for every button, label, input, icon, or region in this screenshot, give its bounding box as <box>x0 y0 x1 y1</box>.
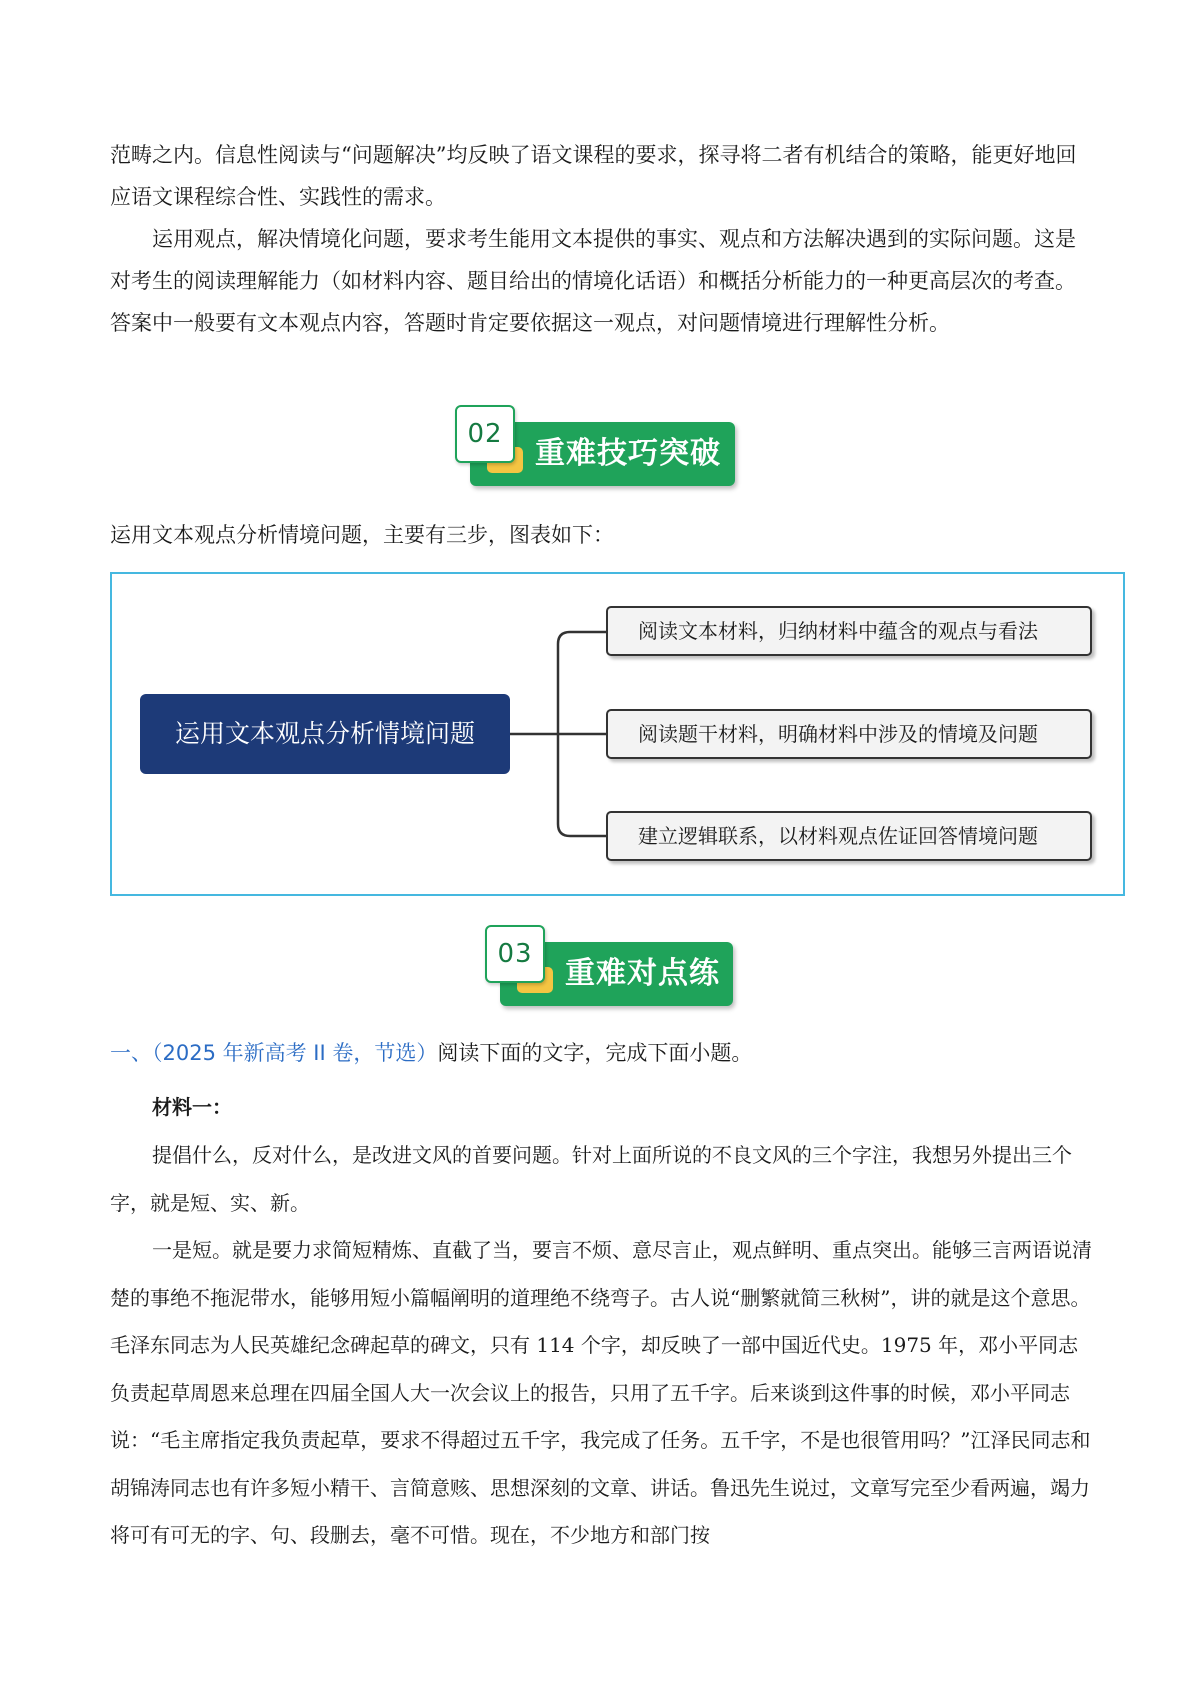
intro-paragraph-1: 范畴之内。信息性阅读与“问题解决”均反映了语文课程的要求，探寻将二者有机结合的策略，能更好地回应语文课程综合性、实践性的需求。 <box>110 143 1077 209</box>
question-source: （2025 年新高考 II 卷，节选） <box>152 1041 438 1065</box>
intro-paragraph-2: 运用观点，解决情境化问题，要求考生能用文本提供的事实、观点和方法解决遇到的实际问题。这是对考生的阅读理解能力（如材料内容、题目给出的情境化话语）和概括分析能力的一种更高层次的考查。答案中一般要有文本观点内容，答题时肯定要依据这一观点，对问题情境进行理解性分析。 <box>110 227 1076 335</box>
diagram-intro: 运用文本观点分析情境问题，主要有三步，图表如下： <box>110 523 614 547</box>
section-title: 重难技巧突破 <box>535 436 721 471</box>
question-prompt: 阅读下面的文字，完成下面小题。 <box>437 1041 753 1065</box>
section-number: 02 <box>455 405 515 463</box>
section-number: 03 <box>485 925 545 983</box>
diagram-step-3: 建立逻辑联系，以材料观点佐证回答情境问题 <box>606 811 1092 861</box>
diagram-main-node: 运用文本观点分析情境问题 <box>140 694 510 774</box>
diagram-step-1: 阅读文本材料，归纳材料中蕴含的观点与看法 <box>606 606 1092 656</box>
material-paragraph-2: 一是短。就是要力求简短精炼、直截了当，要言不烦、意尽言止，观点鲜明、重点突出。能够三言两语说清楚的事绝不拖泥带水，能够用短小篇幅阐明的道理绝不绕弯子。古人说“删繁就简三秋树”，讲的就是这个意思。毛泽东同志为人民英雄纪念碑起草的碑文，只有 114 个字，却反映了一部中国近代史。1975 年，邓小平同志负责起草周恩来总理在四届全国人大一次会议上的报告，只用了五千字。后来谈到这件事的时候，邓小平同志说：“毛主席指定我负责起草，要求不得超过五千字，我完成了任务。五千字，不是也很管用吗？”江泽民同志和胡锦涛同志也有许多短小精干、言简意赅、思想深刻的文章、讲话。鲁迅先生说过，文章写完至少看两遍，竭力将可有可无的字、句、段删去，毫不可惜。现在，不少地方和部门按 <box>110 1238 1092 1547</box>
section-title: 重难对点练 <box>565 956 720 991</box>
material-title: 材料一： <box>152 1095 232 1119</box>
material-paragraph-1: 提倡什么，反对什么，是改进文风的首要问题。针对上面所说的不良文风的三个字注，我想另外提出三个字，就是短、实、新。 <box>110 1143 1072 1215</box>
question-header <box>110 1032 752 1074</box>
question-number: 一、 <box>110 1041 152 1065</box>
diagram-step-2: 阅读题干材料，明确材料中涉及的情境及问题 <box>606 709 1092 759</box>
